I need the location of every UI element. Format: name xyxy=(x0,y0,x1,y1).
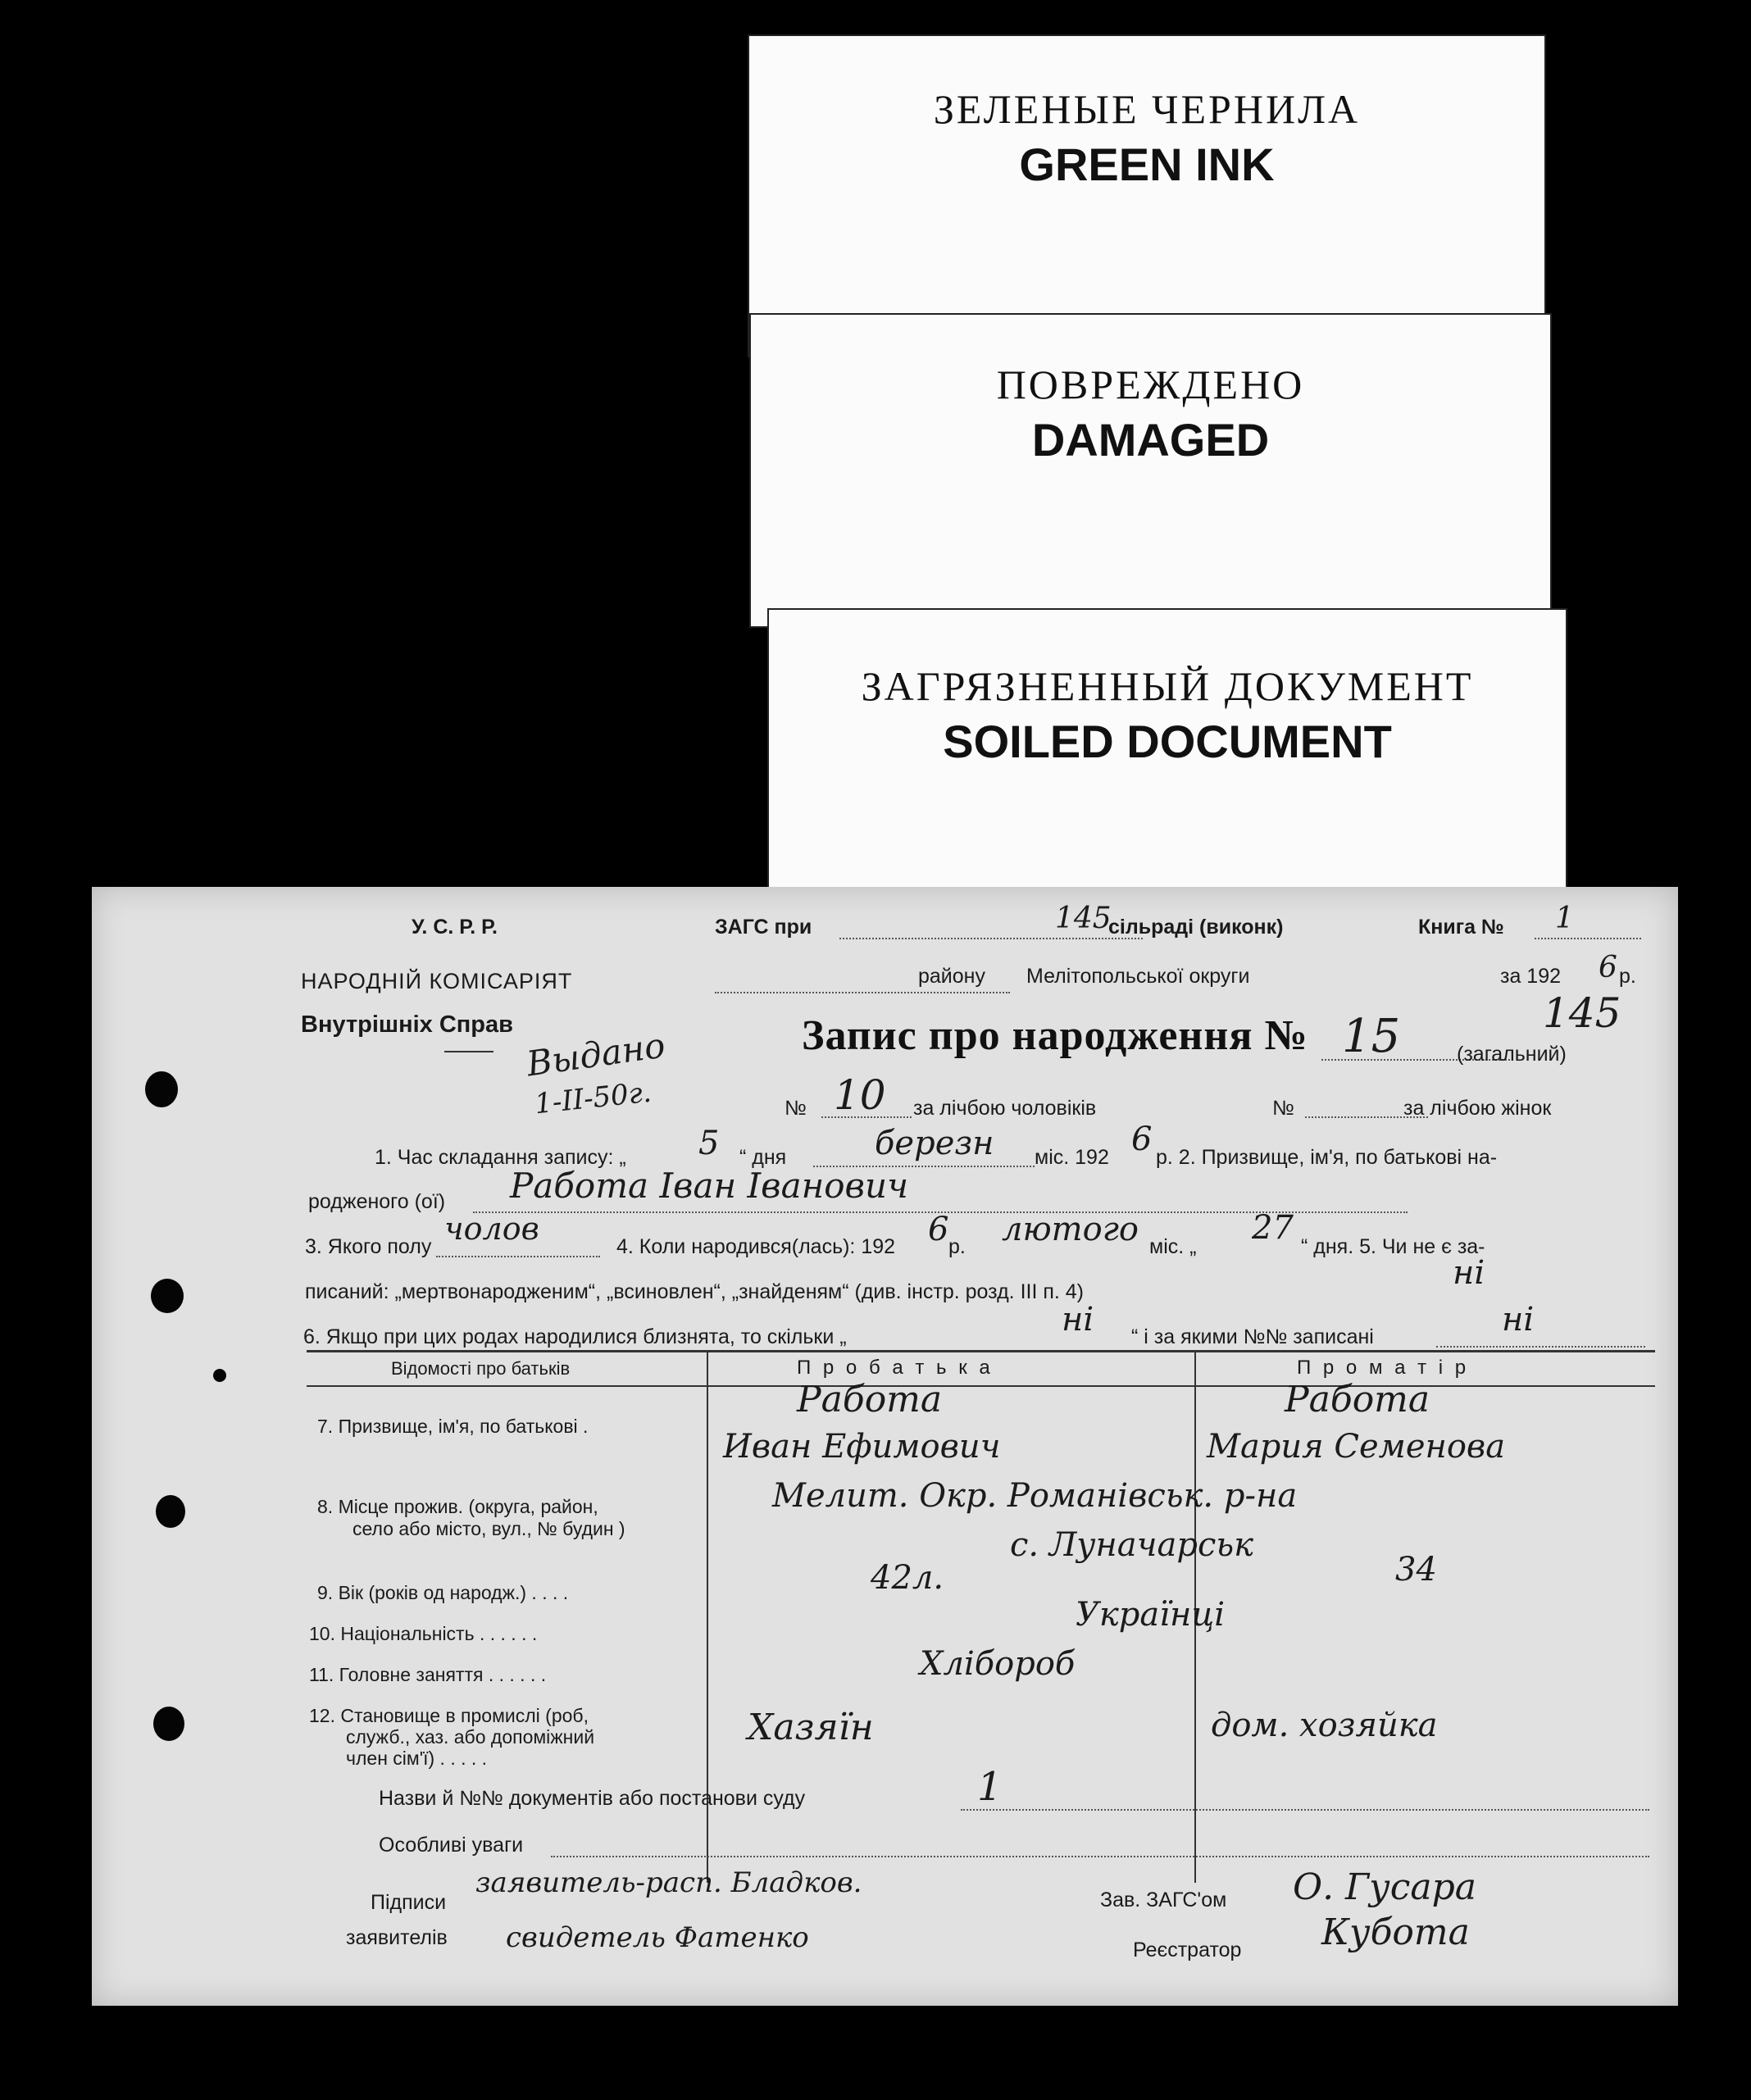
applicants-label: заявителів xyxy=(346,1926,448,1949)
line3e-label: “ дня. 5. Чи не є за- xyxy=(1301,1235,1485,1258)
hw-mother-age: 34 xyxy=(1395,1551,1437,1589)
registrar-label: Реєстратор xyxy=(1133,1939,1242,1961)
line3d-label: міс. „ xyxy=(1149,1235,1197,1258)
line4-label: писаний: „мертвонародженим“, „всиновлен“, „знайденям“ (див. інстр. розд. III п. 4) xyxy=(305,1280,1085,1303)
punch-hole xyxy=(151,1279,184,1313)
internal-affairs-heading: Внутрішніх Справ xyxy=(301,1011,513,1038)
hw-stillborn: ні xyxy=(1453,1254,1485,1292)
row12b-label: служб., хаз. або допоміжний xyxy=(346,1726,595,1748)
hw-record-no: 15 xyxy=(1342,1010,1401,1063)
hw-father-name: Иван Ефимович xyxy=(723,1428,1001,1466)
row12a-label: 12. Становище в промислі (роб, xyxy=(309,1705,589,1726)
men-no-sign: № xyxy=(785,1097,807,1120)
usrr-heading: У. С. Р. Р. xyxy=(412,916,498,939)
hw-mother-status: дом. хозяйка xyxy=(1211,1707,1438,1744)
commissariat-heading: НАРОДНІЙ КОМІСАРІЯТ xyxy=(301,969,573,993)
notes-label: Особливі уваги xyxy=(379,1834,524,1857)
raionu-label: району xyxy=(918,965,985,988)
damaged-ru: ПОВРЕЖДЕНО xyxy=(996,361,1305,407)
punch-hole xyxy=(156,1495,185,1528)
hw-child-name: Работа Іван Іванович xyxy=(510,1166,909,1206)
punch-hole xyxy=(153,1707,184,1741)
women-label: за лічбою жінок xyxy=(1403,1097,1552,1120)
row7-label: 7. Призвище, ім'я, по батькові . xyxy=(317,1416,589,1437)
line5a-label: 6. Якщо при цих родах народилися близнята, то скільки „ xyxy=(303,1325,847,1348)
hw-mother-name: Мария Семенова xyxy=(1207,1428,1506,1466)
line1-mis-label: міс. 192 xyxy=(1035,1146,1109,1169)
docs-label: Назви й №№ документів або постанови суду xyxy=(379,1787,806,1810)
damaged-en: DAMAGED xyxy=(1031,414,1270,466)
hw-vydano: Выдано xyxy=(524,1025,668,1084)
line1-rest-label: р. 2. Призвище, ім'я, по батькові на- xyxy=(1156,1146,1498,1169)
hw-father-age: 42л. xyxy=(871,1559,944,1597)
record-title: Запис про народження № xyxy=(802,1012,1308,1059)
hw-men-no: 10 xyxy=(834,1071,886,1119)
hw-month: березн xyxy=(875,1125,994,1162)
punch-hole xyxy=(145,1071,178,1107)
hw-birth-year: 6 xyxy=(928,1211,949,1248)
punch-hole xyxy=(213,1369,226,1382)
hw-sign-head: О. Гусара xyxy=(1293,1866,1476,1908)
col-parents-header: Відомості про батьків xyxy=(391,1358,571,1379)
hw-nationality: Українці xyxy=(1076,1596,1226,1634)
hw-father-status: Хазяїн xyxy=(748,1707,874,1748)
signatures-label: Підписи xyxy=(371,1891,447,1914)
line3a-label: 3. Якого полу xyxy=(305,1235,432,1258)
women-no-sign: № xyxy=(1272,1097,1294,1120)
hw-twins-count: ні xyxy=(1062,1301,1094,1339)
hw-year: 6 xyxy=(1131,1120,1153,1158)
green-ink-en: GREEN INK xyxy=(1019,139,1275,190)
row9-label: 9. Вік (років од народж.) . . . . xyxy=(317,1582,569,1603)
line2-label: родженого (ої) xyxy=(308,1190,446,1213)
line3b-label: 4. Коли народився(лась): 192 xyxy=(616,1235,896,1258)
hw-vydano-date: 1-II-50г. xyxy=(533,1075,653,1121)
silradi-label: сільраді (виконк) xyxy=(1108,916,1284,939)
hw-year-digit: 6 xyxy=(1599,951,1617,984)
soiled-en: SOILED DOCUMENT xyxy=(943,716,1392,767)
row8a-label: 8. Місце прожив. (округа, район, xyxy=(317,1496,598,1517)
hw-sign-applicant: заявитель-расп. Бладков. xyxy=(475,1866,862,1899)
hw-birth-month: лютого xyxy=(1002,1211,1139,1248)
hw-silrada-no: 145 xyxy=(1055,902,1112,935)
r-label: р. xyxy=(1619,965,1636,988)
row10-label: 10. Національність . . . . . . xyxy=(309,1623,538,1644)
men-label: за лічбою чоловіків xyxy=(913,1097,1097,1120)
damaged-label-card xyxy=(749,313,1552,628)
zahalnyi-label: (загальний) xyxy=(1457,1043,1567,1066)
hw-sign-registrar: Кубота xyxy=(1321,1911,1470,1953)
hw-day: 5 xyxy=(698,1125,720,1162)
line1-label: 1. Час складання запису: „ xyxy=(375,1146,626,1169)
line3c-label: р. xyxy=(948,1235,966,1258)
line1-day-label: “ дня xyxy=(739,1146,787,1169)
soiled-ru: ЗАГРЯЗНЕННЫЙ ДОКУМЕНТ xyxy=(861,663,1474,709)
green-ink-label-card xyxy=(748,34,1546,357)
col-father-header: П р о б а т ь к а xyxy=(797,1357,994,1379)
row8b-label: село або місто, вул., № будин ) xyxy=(352,1518,625,1539)
hw-father-surname: Работа xyxy=(797,1379,943,1420)
row12c-label: член сім'ї) . . . . . xyxy=(346,1748,488,1769)
hw-birth-day: 27 xyxy=(1252,1209,1294,1247)
book-label: Книга № xyxy=(1418,916,1504,939)
col-mother-header: П р о м а т і р xyxy=(1297,1357,1470,1379)
hw-mother-surname: Работа xyxy=(1285,1379,1430,1420)
hw-total-no: 145 xyxy=(1543,989,1621,1037)
hw-twins-no: ні xyxy=(1502,1301,1535,1339)
zags-label: ЗАГС при xyxy=(715,916,812,939)
hw-occupation: Хлібороб xyxy=(920,1645,1076,1683)
za-year-label: за 192 xyxy=(1500,965,1562,988)
hw-book-no: 1 xyxy=(1555,902,1574,935)
hw-docs-value: 1 xyxy=(977,1764,1003,1810)
okruha-label: Мелітопольської округи xyxy=(1026,965,1250,988)
row11-label: 11. Головне заняття . . . . . . xyxy=(309,1664,547,1685)
hw-sign-witness: свидетель Фатенко xyxy=(506,1921,809,1954)
hw-residence-line1: Мелит. Окр. Романівськ. р-на xyxy=(772,1477,1298,1515)
soiled-label-card xyxy=(767,608,1567,898)
green-ink-ru: ЗЕЛЕНЫЕ ЧЕРНИЛА xyxy=(933,86,1361,132)
hw-sex: чолов xyxy=(444,1211,539,1247)
head-label: Зав. ЗАГС'ом xyxy=(1100,1889,1227,1911)
birth-record-form xyxy=(92,887,1678,2006)
line5b-label: “ і за якими №№ записані xyxy=(1131,1325,1374,1348)
hw-residence-line2: с. Луначарськ xyxy=(1010,1526,1254,1564)
